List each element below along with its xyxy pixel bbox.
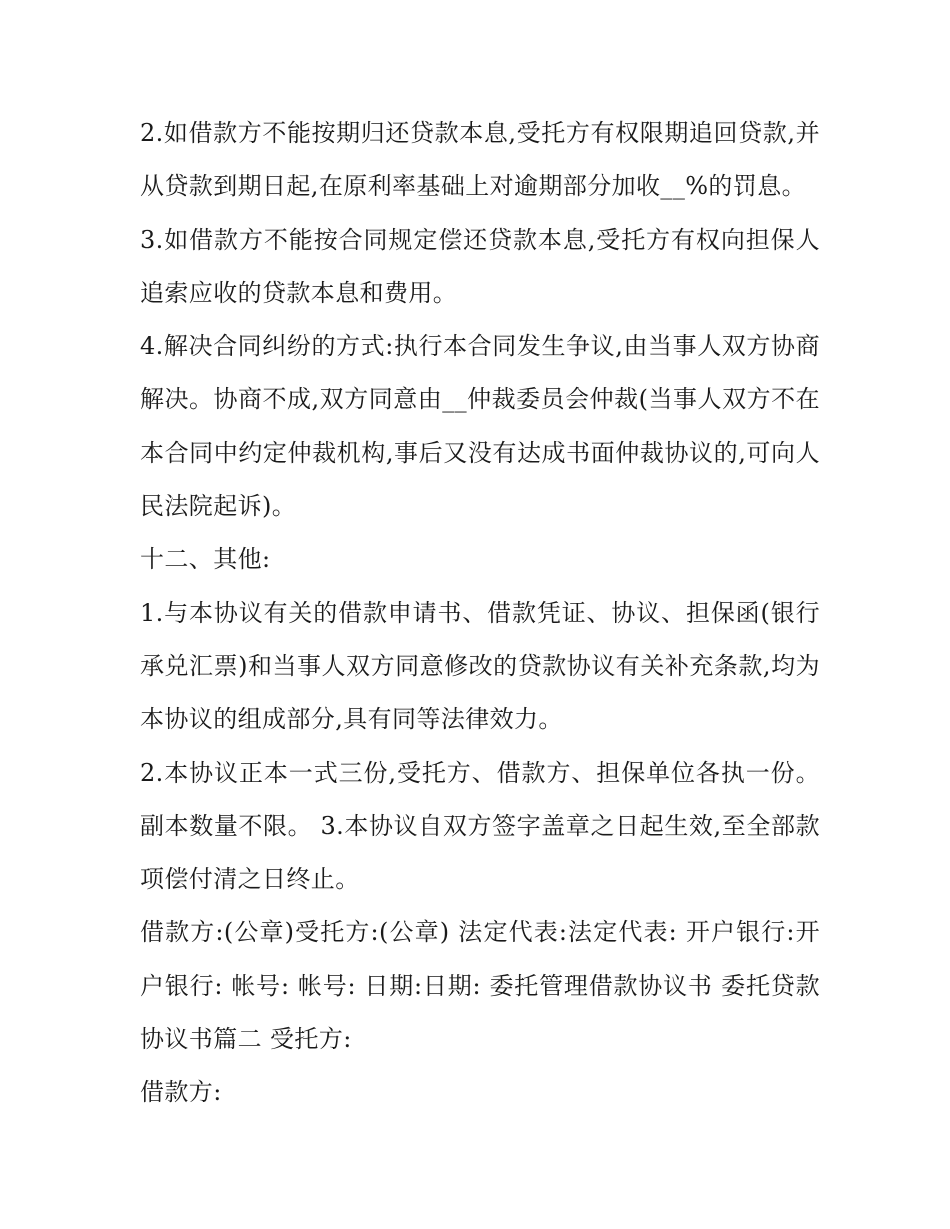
document-body <box>140 107 820 1120</box>
clause-2-copies-and-effect: 2.本协议正本一式三份,受托方、借款方、担保单位各执一份。副本数量不限。 3.本协议自双方签字盖章之日起生效,至全部款项偿付清之日终止。 <box>140 758 820 894</box>
clause-3-guarantor-recovery: 3.如借款方不能按合同规定偿还贷款本息,受托方有权向担保人追索应收的贷款本息和费用。 <box>140 225 820 307</box>
borrower-line: 借款方: <box>140 1078 222 1107</box>
clause-4-dispute-resolution: 4.解决合同纠纷的方式:执行本合同发生争议,由当事人双方协商解决。协商不成,双方同意由__仲裁委员会仲裁(当事人双方不在本合同中约定仲裁机构,事后又没有达成书面仲裁协议的,可向人民法院起诉)。 <box>140 332 820 521</box>
clause-1-related-documents: 1.与本协议有关的借款申请书、借款凭证、协议、担保函(银行承兑汇票)和当事人双方同意修改的贷款协议有关补充条款,均为本协议的组成部分,具有同等法律效力。 <box>140 598 820 734</box>
clause-2-overdue-penalty: 2.如借款方不能按期归还贷款本息,受托方有权限期追回贷款,并从贷款到期日起,在原利率基础上对逾期部分加收__%的罚息。 <box>140 119 820 201</box>
signature-block: 借款方:(公章)受托方:(公章) 法定代表:法定代表: 开户银行:开户银行: 帐号: 帐号: 日期:日期: 委托管理借款协议书 委托贷款协议书篇二 受托方: <box>140 918 820 1054</box>
section-12-heading: 十二、其他: <box>140 545 271 574</box>
